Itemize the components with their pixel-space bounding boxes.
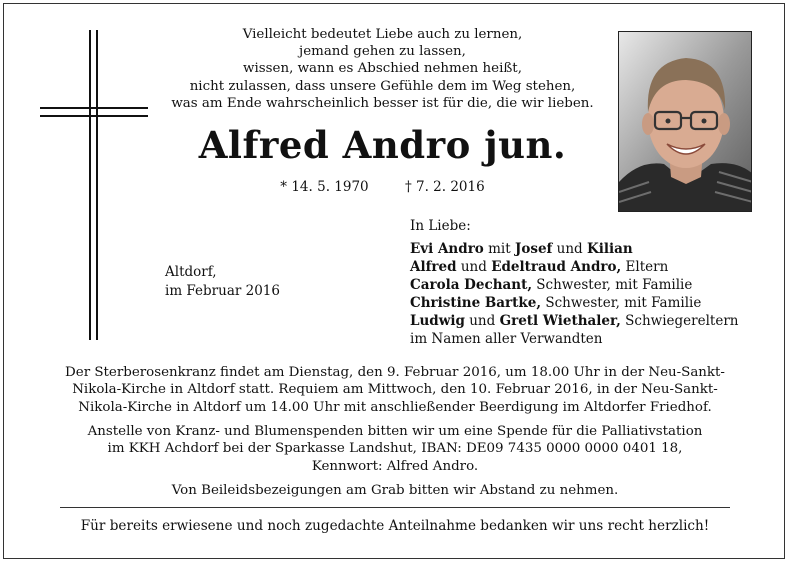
family-name: Gretl Wiethaler,: [499, 313, 621, 329]
place-date: im Februar 2016: [165, 283, 280, 299]
ceremony-info: [30, 364, 760, 416]
family-name: Carola Dechant,: [410, 277, 533, 293]
family-text: Schwiegereltern: [620, 313, 739, 329]
family-heading: In Liebe:: [410, 218, 471, 234]
donation-line: Kennwort: Alfred Andro.: [311, 458, 479, 474]
family-name: Alfred: [410, 259, 457, 275]
place-town: Altdorf,: [165, 264, 217, 280]
poem-line: was am Ende wahrscheinlich besser ist für die, die wir lieben.: [171, 95, 594, 111]
family-text: und: [456, 259, 492, 275]
family-name: Kilian: [586, 241, 633, 257]
family-text: und: [464, 313, 500, 329]
family-row: [410, 330, 738, 348]
ceremony-line: Nikola-Kirche in Altdorf statt. Requiem am Mittwoch, den 10. Februar 2016, in der Neu-Sankt-: [72, 382, 718, 398]
ceremony-line: Nikola-Kirche in Altdorf um 14.00 Uhr mit anschließender Beerdigung im Altdorfer Friedhof.: [78, 399, 712, 415]
donation-line: im KKH Achdorf bei der Sparkasse Landshut, IBAN: DE09 7435 0000 0000 0401 18,: [107, 441, 683, 457]
family-text: im Namen aller Verwandten: [410, 331, 603, 347]
family-list: [410, 217, 738, 348]
poem-line: nicht zulassen, dass unsere Gefühle dem im Weg stehen,: [189, 78, 576, 94]
portrait-photo: [618, 31, 752, 212]
family-row: [410, 276, 738, 294]
poem-line: jemand gehen zu lassen,: [299, 44, 466, 60]
family-text: Schwester, mit Familie: [532, 277, 693, 293]
ceremony-line: Der Sterberosenkranz findet am Dienstag, den 9. Februar 2016, um 18.00 Uhr in der Neu-Sankt-: [65, 365, 725, 380]
family-name: Evi Andro: [410, 241, 484, 257]
family-text: Eltern: [621, 259, 669, 275]
family-text: mit: [483, 241, 515, 257]
family-name: Josef: [514, 241, 553, 257]
death-date: † 7. 2. 2016: [404, 179, 485, 195]
family-row: [410, 312, 738, 330]
life-dates: [150, 179, 615, 195]
thanks-note: Für bereits erwiesene und noch zugedachte Anteilnahme bedanken wir uns recht herzlich!: [80, 518, 710, 534]
poem-line: Vielleicht bedeutet Liebe auch zu lernen,: [242, 27, 523, 42]
poem-line: wissen, wann es Abschied nehmen heißt,: [243, 61, 522, 77]
deceased-name: Alfred Andro jun.: [198, 123, 567, 167]
family-name: Edeltraud Andro,: [491, 259, 622, 275]
family-text: und: [552, 241, 587, 257]
family-row: [410, 258, 738, 276]
donation-line: Anstelle von Kranz- und Blumenspenden bitten wir um eine Spende für die Palliativstation: [87, 424, 703, 439]
poem: [150, 26, 615, 112]
family-name: Christine Bartke,: [410, 295, 542, 311]
family-row: [410, 294, 738, 312]
family-text: Schwester, mit Familie: [541, 295, 702, 311]
place-and-date: [165, 263, 280, 301]
family-name: Ludwig: [410, 313, 465, 329]
family-row: [410, 240, 738, 258]
birth-date: * 14. 5. 1970: [280, 179, 369, 195]
condolence-note: Von Beileidsbezeigungen am Grab bitten wir Abstand zu nehmen.: [171, 483, 619, 498]
donation-info: [30, 423, 760, 475]
cross-icon: [40, 30, 148, 340]
divider: [60, 507, 730, 508]
